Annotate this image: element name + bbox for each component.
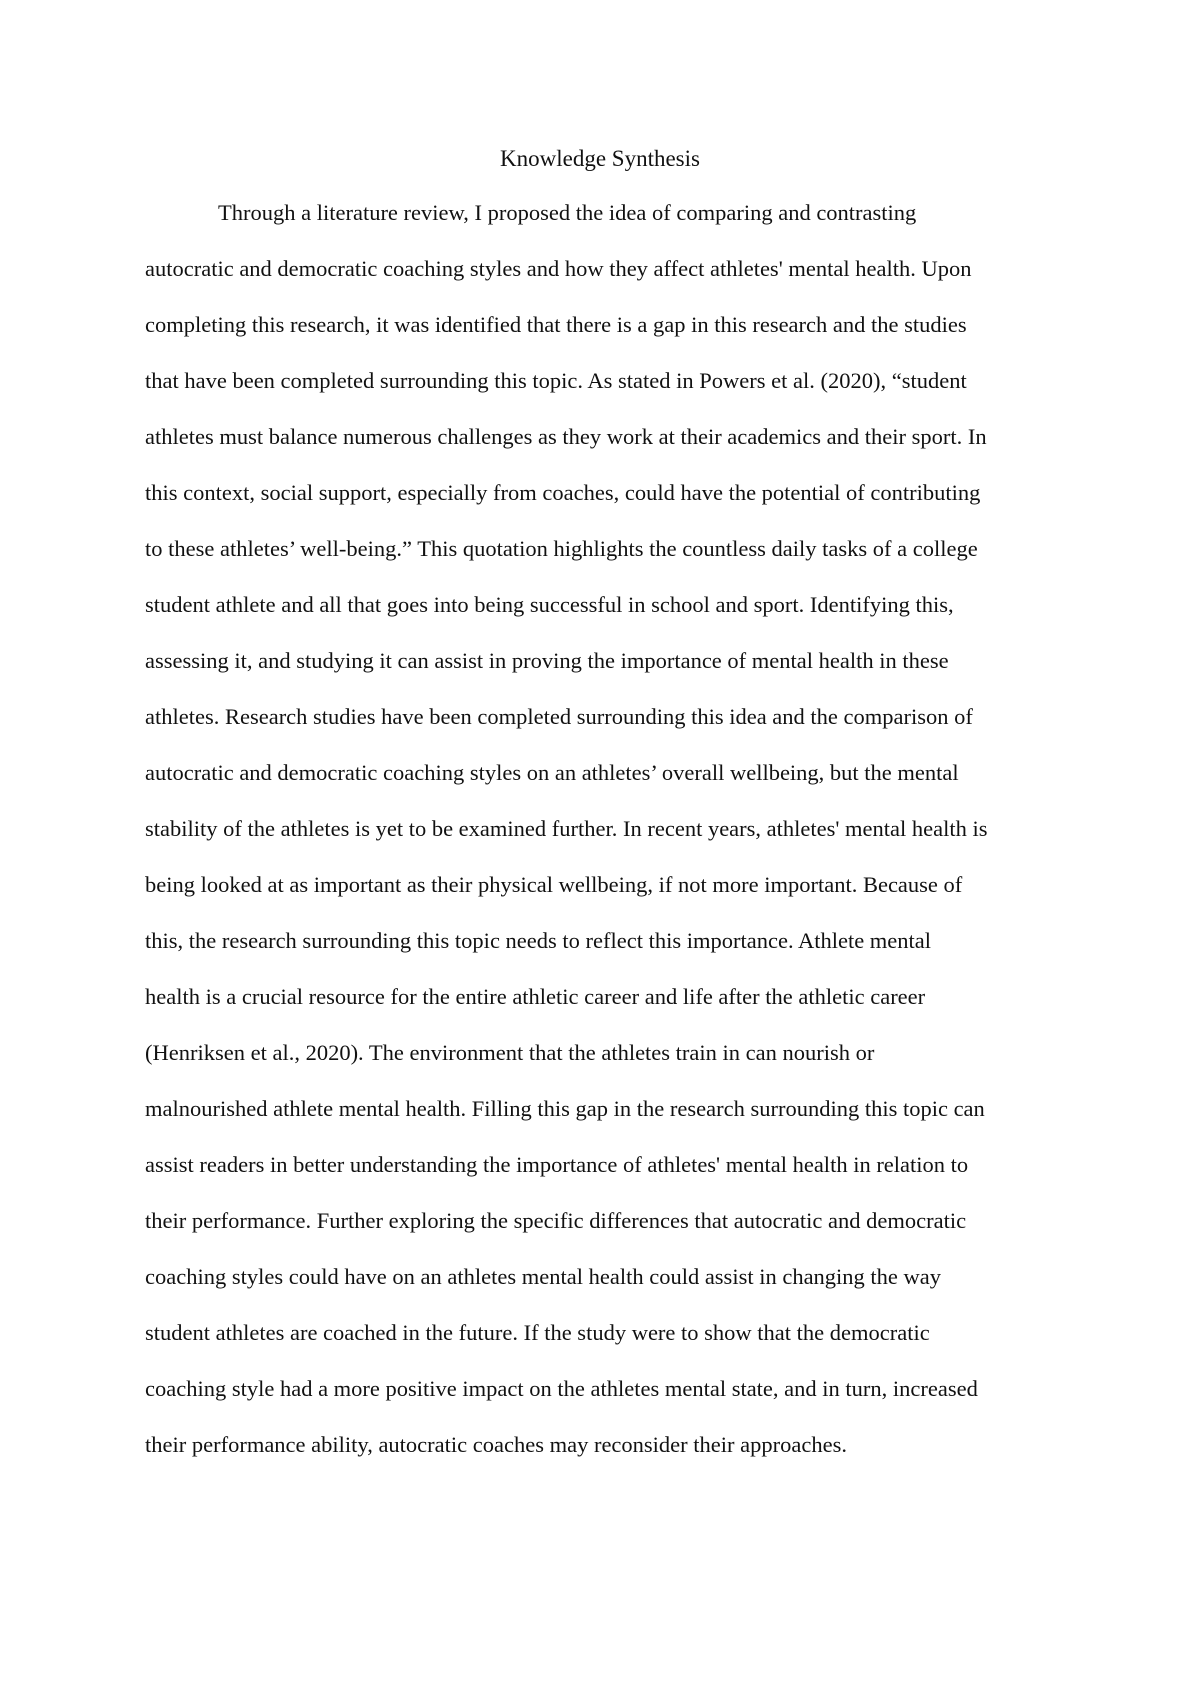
paragraph-line: this, the research surrounding this topic needs to reflect this importance. Athlete mental xyxy=(145,928,932,953)
paragraph-line: athletes must balance numerous challenges as they work at their academics and their sport. In xyxy=(145,424,987,449)
document-title: Knowledge Synthesis xyxy=(500,146,700,171)
paragraph-line: assessing it, and studying it can assist in proving the importance of mental health in these xyxy=(145,648,949,673)
paragraph-line: autocratic and democratic coaching styles on an athletes’ overall wellbeing, but the mental xyxy=(145,760,959,785)
paragraph-line: their performance ability, autocratic coaches may reconsider their approaches. xyxy=(145,1432,847,1457)
paragraph-line: stability of the athletes is yet to be examined further. In recent years, athletes' mental health is xyxy=(145,816,988,841)
paragraph-line: being looked at as important as their physical wellbeing, if not more important. Because of xyxy=(145,872,963,897)
paragraph-line: that have been completed surrounding this topic. As stated in Powers et al. (2020), “student xyxy=(145,368,967,393)
body-paragraph xyxy=(145,198,1075,1486)
paragraph-line: health is a crucial resource for the entire athletic career and life after the athletic career xyxy=(145,984,926,1009)
paragraph-line: malnourished athlete mental health. Filling this gap in the research surrounding this topic can xyxy=(145,1096,985,1121)
paragraph-line: coaching style had a more positive impact on the athletes mental state, and in turn, increased xyxy=(145,1376,978,1401)
paragraph-line: Through a literature review, I proposed the idea of comparing and contrasting xyxy=(218,200,917,225)
paragraph-line: coaching styles could have on an athletes mental health could assist in changing the way xyxy=(145,1264,942,1289)
paragraph-line: student athletes are coached in the future. If the study were to show that the democratic xyxy=(145,1320,930,1345)
paragraph-line: this context, social support, especially from coaches, could have the potential of contributing xyxy=(145,480,981,505)
paragraph-line: autocratic and democratic coaching styles and how they affect athletes' mental health. Upon xyxy=(145,256,972,281)
paragraph-line: their performance. Further exploring the specific differences that autocratic and democratic xyxy=(145,1208,967,1233)
paragraph-line: student athlete and all that goes into being successful in school and sport. Identifying this, xyxy=(145,592,954,617)
paragraph-line: completing this research, it was identified that there is a gap in this research and the studies xyxy=(145,312,967,337)
paragraph-line: (Henriksen et al., 2020). The environment that the athletes train in can nourish or xyxy=(145,1040,875,1065)
paragraph-line: assist readers in better understanding the importance of athletes' mental health in relation to xyxy=(145,1152,969,1177)
paragraph-line: athletes. Research studies have been completed surrounding this idea and the comparison of xyxy=(145,704,973,729)
paragraph-line: to these athletes’ well-being.” This quotation highlights the countless daily tasks of a college xyxy=(145,536,978,561)
